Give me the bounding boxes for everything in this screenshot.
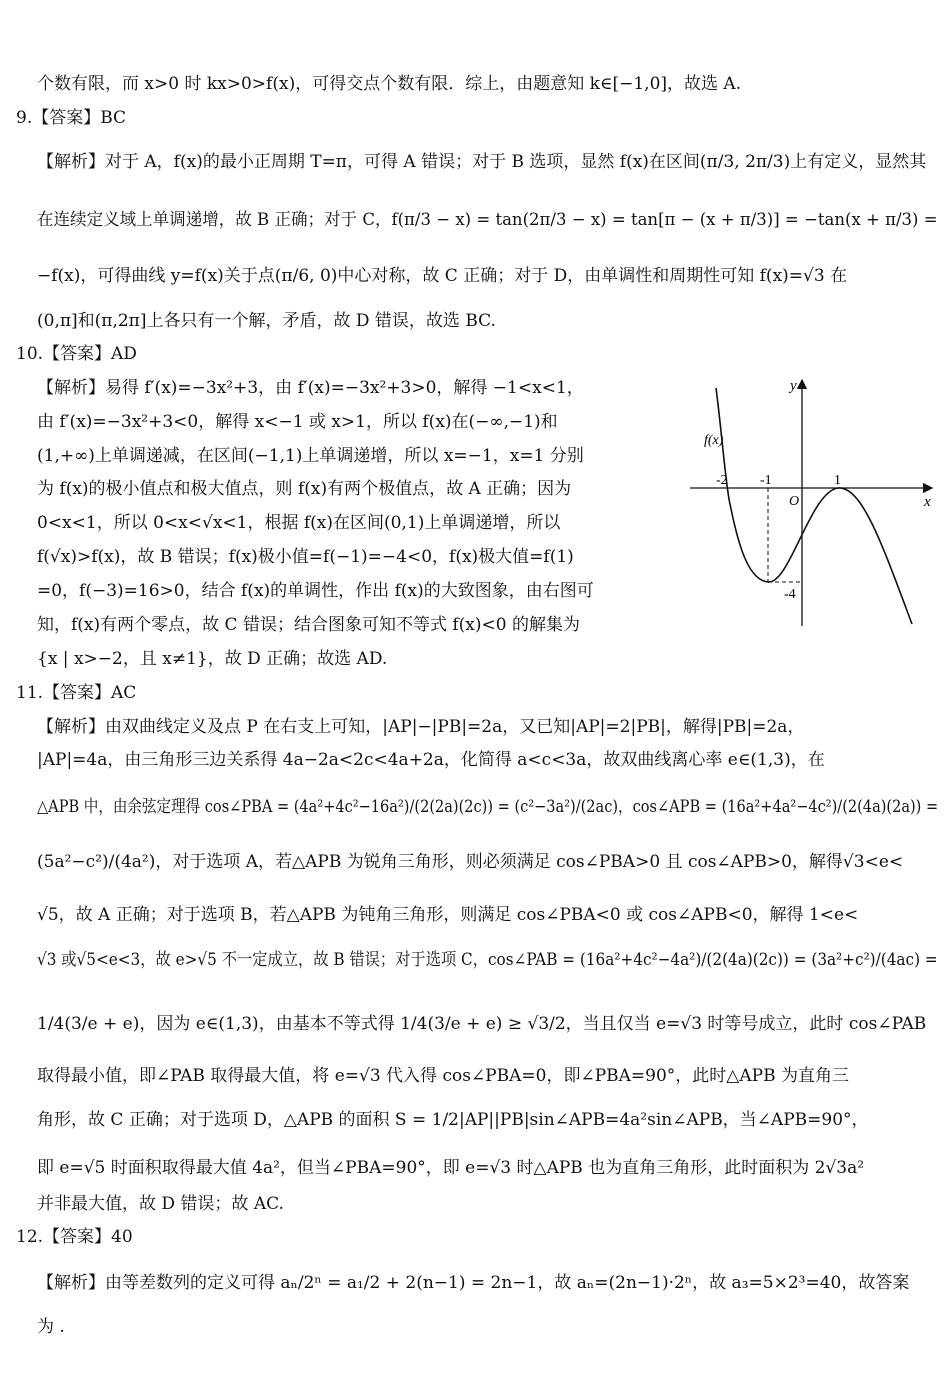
tick-label-neg4: -4 [784, 587, 796, 602]
text-line: 为 . [37, 1317, 65, 1337]
text-line: 个数有限，而 x>0 时 kx>0>f(x)，可得交点个数有限．综上，由题意知 k∈[−1,0]，故选 A. [37, 74, 742, 94]
text-line: =0，f(−3)=16>0，结合 f(x)的单调性，作出 f(x)的大致图象，由右图可 [37, 581, 594, 601]
origin-label: O [789, 494, 800, 509]
text-line: −f(x)，可得曲线 y=f(x)关于点(π/6, 0)中心对称，故 C 正确；对于 D，由单调性和周期性可知 f(x)=√3 在 [37, 266, 848, 286]
function-curve [716, 388, 912, 624]
text-line: △APB 中，由余弦定理得 cos∠PBA = (4a²+4c²−16a²)/(2(2a)(2c)) = (c²−3a²)/(2ac)，cos∠APB = (16a²+4a²−4c²)/(2(4a)(2a)) = [37, 797, 939, 817]
tick-label-1: 1 [834, 473, 841, 488]
cubic-function-graph [686, 374, 938, 632]
text-line: 【解析】易得 f′(x)=−3x²+3，由 f′(x)=−3x²+3>0，解得 −1<x<1， [37, 378, 584, 398]
y-axis-label: y [790, 378, 797, 394]
text-line: 知，f(x)有两个零点，故 C 错误；结合图象可知不等式 f(x)<0 的解集为 [37, 615, 580, 635]
text-line: √3 或√5<e<3，故 e>√5 不一定成立，故 B 错误；对于选项 C，cos∠PAB = (16a²+4c²−4a²)/(2(4a)(2c)) = (3a²+c²)/(4ac) = [37, 950, 938, 970]
text-line: (1,+∞)上单调递减，在区间(−1,1)上单调递增，所以 x=−1，x=1 分别 [37, 446, 584, 466]
text-line: 11.【答案】AC [16, 683, 137, 703]
text-line: f(√x)>f(x)，故 B 错误；f(x)极小值=f(−1)=−4<0，f(x)极大值=f(1) [37, 547, 574, 567]
text-line: 12.【答案】40 [16, 1227, 133, 1247]
text-line: 0<x<1，所以 0<x<√x<1，根据 f(x)在区间(0,1)上单调递增，所以 [37, 513, 561, 533]
text-line: 10.【答案】AD [16, 344, 137, 364]
text-line: 【解析】由双曲线定义及点 P 在右支上可知，|AP|−|PB|=2a，又已知|AP|=2|PB|，解得|PB|=2a， [37, 717, 805, 737]
function-label: f(x) [704, 433, 724, 448]
text-line: 9.【答案】BC [16, 108, 127, 128]
text-line: 为 f(x)的极小值点和极大值点，则 f(x)有两个极值点，故 A 正确；因为 [37, 479, 572, 499]
text-line: 在连续定义域上单调递增，故 B 正确；对于 C，f(π/3 − x) = tan(2π/3 − x) = tan[π − (x + π/3)] = −tan(x + π/3) = [37, 210, 938, 230]
text-line: 即 e=√5 时面积取得最大值 4a²，但当∠PBA=90°，即 e=√3 时△APB 也为直角三角形，此时面积为 2√3a² [37, 1158, 865, 1178]
tick-label-neg1: -1 [760, 473, 772, 488]
text-line: 由 f′(x)=−3x²+3<0，解得 x<−1 或 x>1，所以 f(x)在(−∞,−1)和 [37, 412, 558, 432]
tick-label-neg2: -2 [716, 473, 728, 488]
text-line: √5，故 A 正确；对于选项 B，若△APB 为钝角三角形，则满足 cos∠PBA<0 或 cos∠APB<0，解得 1<e< [37, 905, 859, 925]
text-line: {x | x>−2，且 x≠1}，故 D 正确；故选 AD. [37, 649, 388, 669]
text-line: (5a²−c²)/(4a²)，对于选项 A，若△APB 为锐角三角形，则必须满足 cos∠PBA>0 且 cos∠APB>0，解得√3<e< [37, 852, 904, 872]
text-line: |AP|=4a，由三角形三边关系得 4a−2a<2c<4a+2a，化简得 a<c<3a，故双曲线离心率 e∈(1,3)，在 [37, 750, 825, 770]
text-line: 1/4(3/e + e)，因为 e∈(1,3)，由基本不等式得 1/4(3/e + e) ≥ √3/2，当且仅当 e=√3 时等号成立，此时 cos∠PAB [37, 1014, 927, 1034]
text-line: 并非最大值，故 D 错误；故 AC. [37, 1194, 284, 1214]
text-line: 【解析】对于 A，f(x)的最小正周期 T=π，可得 A 错误；对于 B 选项，显然 f(x)在区间(π/3, 2π/3)上有定义，显然其 [37, 152, 927, 172]
text-line: (0,π]和(π,2π]上各只有一个解，矛盾，故 D 错误，故选 BC. [37, 311, 496, 331]
text-line: 【解析】由等差数列的定义可得 aₙ/2ⁿ = a₁/2 + 2(n−1) = 2n−1，故 aₙ=(2n−1)·2ⁿ，故 a₃=5×2³=40，故答案 [37, 1273, 910, 1293]
text-line: 角形，故 C 正确；对于选项 D，△APB 的面积 S = 1/2|AP||PB|sin∠APB=4a²sin∠APB，当∠APB=90°， [37, 1110, 869, 1130]
text-line: 取得最小值，即∠PAB 取得最大值，将 e=√3 代入得 cos∠PBA=0，即∠PBA=90°，此时△APB 为直角三 [37, 1066, 849, 1086]
x-axis-label: x [924, 494, 931, 510]
